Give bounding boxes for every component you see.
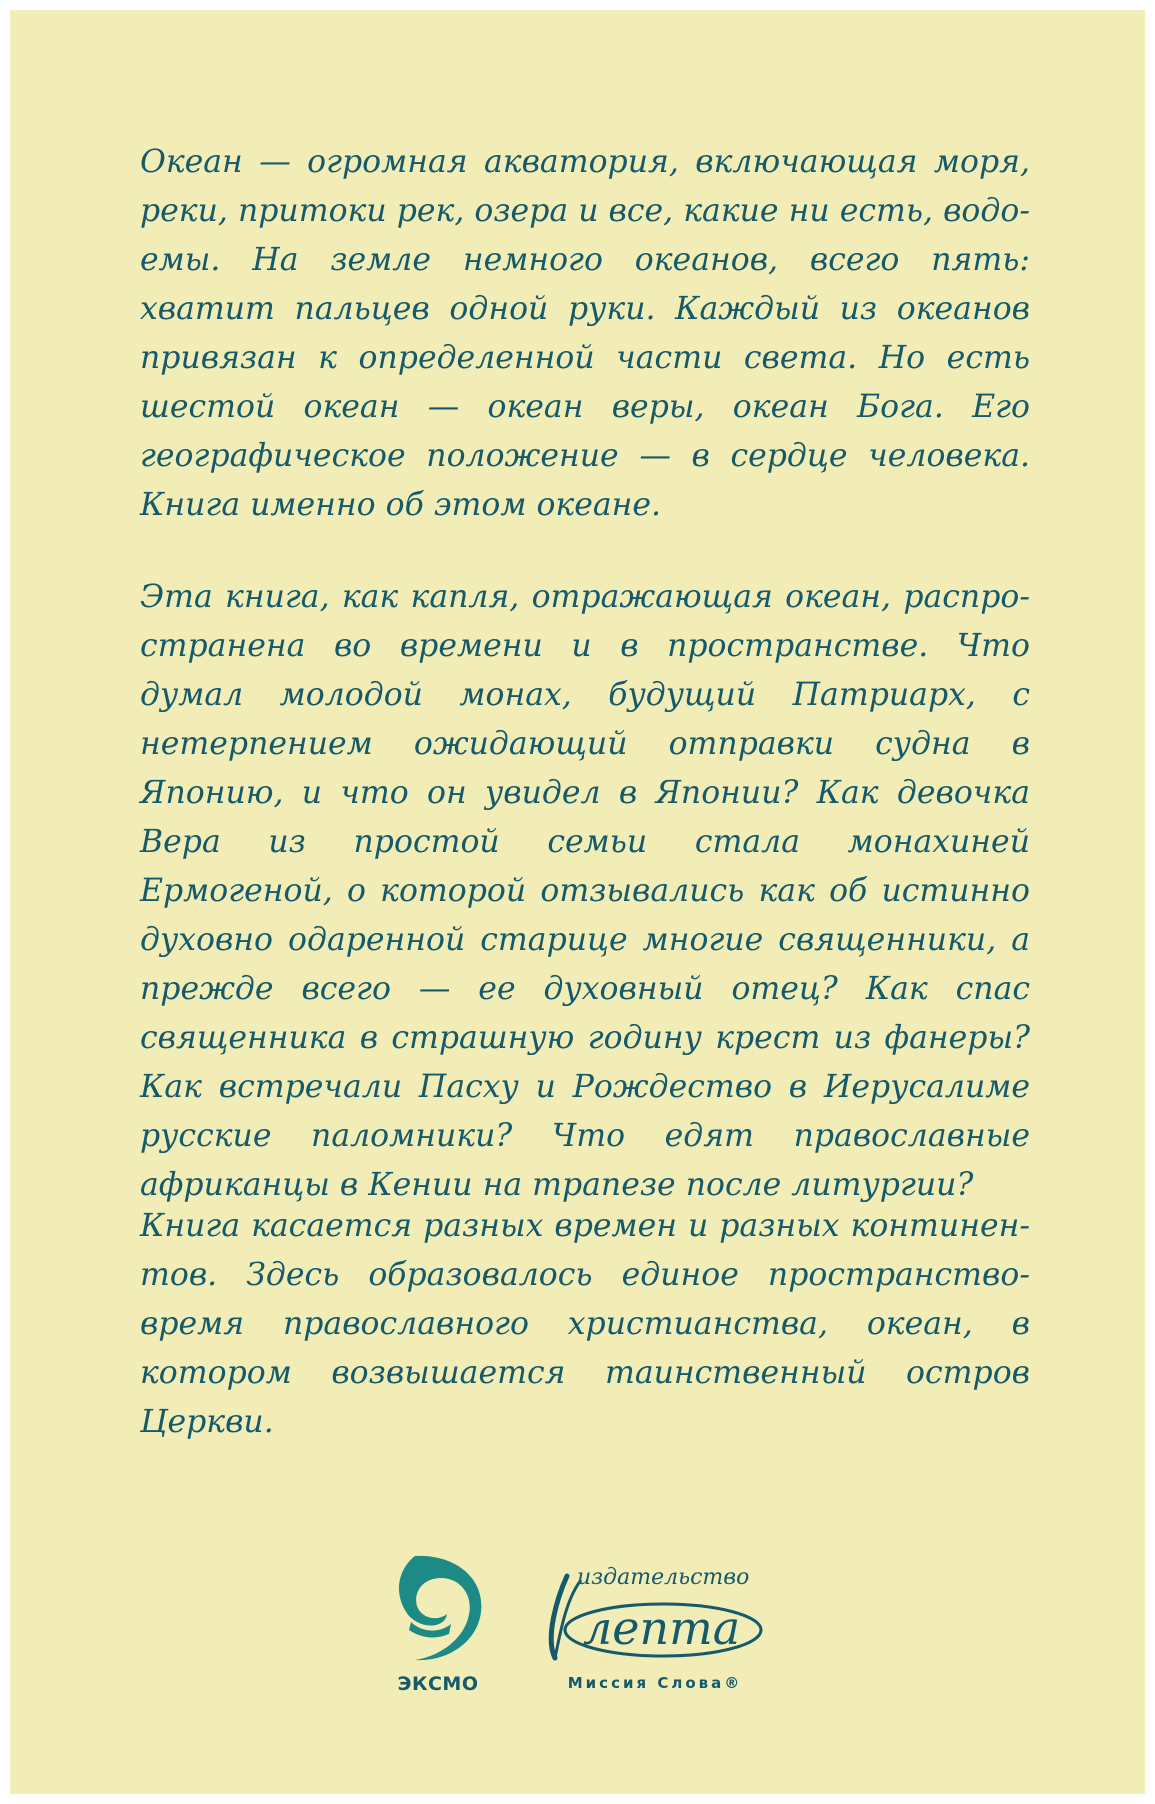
annotation-paragraph-2: Эта книга, как капля, отражающая океан, распространена во времени и в пространстве. Что думал молодой монах, будущий Патриарх, с нетерпением ожидающий отправки судна в Японию, и что он увидел в Японии? Как девочка Вера из простой семьи стала монахиней Ермогеной, о которой отзывались как об истинно духовно одаренной старице многие священники, а прежде всего — ее духовный отец? Как спас священника в страшную годину крест из фанеры? Как встречали Пасху и Рождество в Иерусалиме русские паломники? Что едят православные африканцы в Кении на трапезе после литургии? [140, 579, 1030, 1203]
annotation-paragraph-3: Книга касается разных времен и разных континентов. Здесь образовалось единое пространство-время православного христианства, океан, в котором возвышается таинственный остров Церкви. [140, 1208, 1030, 1440]
lepta-publisher-label: издательство [577, 1565, 750, 1590]
book-back-cover [10, 10, 1145, 1794]
lepta-tagline: Миссия Слова® [567, 1674, 743, 1692]
lepta-name-label: лепта [583, 1601, 741, 1655]
eksmo-logo-icon [385, 1548, 485, 1688]
lepta-logo-icon [537, 1558, 767, 1668]
eksmo-logo-label: ЭКСМО [397, 1673, 479, 1695]
annotation-paragraph-1: Океан — огромная акватория, включающая моря, реки, притоки рек, озера и все, какие ни есть, водоемы. На земле немного океанов, всего пять: хватит пальцев одной руки. Каждый из океанов привязан к определенной части света. Но есть шестой океан — океан веры, океан Бога. Его географическое положение — в сердце человека. Книга именно об этом океане. [140, 144, 1030, 523]
